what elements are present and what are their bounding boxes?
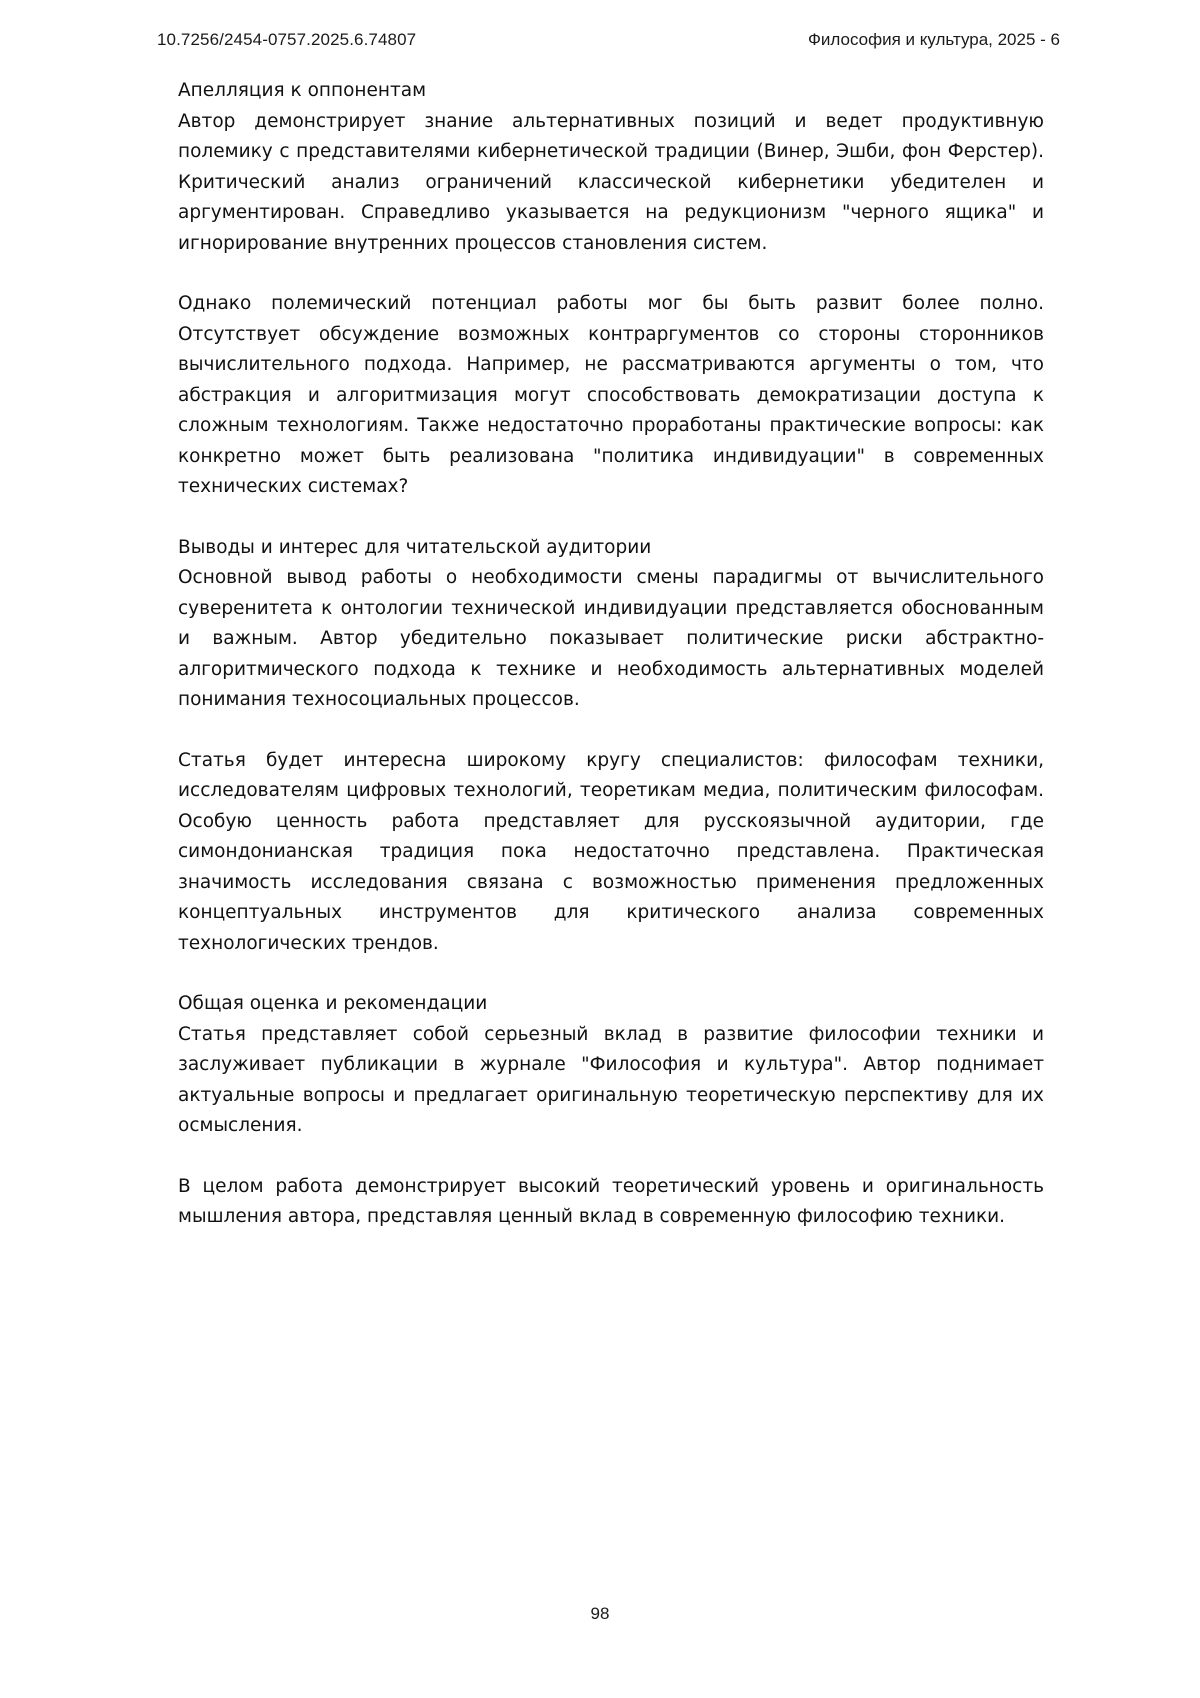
paragraph-spacer — [178, 1142, 1044, 1172]
page-footer — [0, 1604, 1200, 1624]
paragraph-spacer — [178, 959, 1044, 989]
document-body — [178, 76, 1044, 1233]
paragraph-assessment-2: В целом работа демонстрирует высокий теоретический уровень и оригинальность мышления автора, представляя ценный вклад в современную философию техники. — [178, 1175, 1044, 1227]
paragraph-spacer — [178, 503, 1044, 533]
page-header — [0, 30, 1200, 58]
page-number: 98 — [590, 1604, 610, 1623]
paragraph-spacer — [178, 259, 1044, 289]
paragraph-assessment-1: Статья представляет собой серьезный вклад в развитие философии техники и заслуживает публикации в журнале "Философия и культура". Автор поднимает актуальные вопросы и предлагает оригинальную теоретическую перспективу для их осмысления. — [178, 1023, 1044, 1136]
paragraph-appeal-1: Автор демонстрирует знание альтернативных позиций и ведет продуктивную полемику с представителями кибернетической традиции (Винер, Эшби, фон Ферстер). Критический анализ ограничений классической кибернетики убедителен и аргументирован. Справедливо указывается на редукционизм "черного ящика" и игнорирование внутренних процессов становления систем. — [178, 110, 1044, 254]
section-heading-conclusions: Выводы и интерес для читательской аудитории — [178, 536, 652, 558]
header-journal-info: Философия и культура, 2025 - 6 — [808, 30, 1060, 49]
section-heading-appeal-to-opponents: Апелляция к оппонентам — [178, 80, 427, 101]
section-heading-overall-assessment: Общая оценка и рекомендации — [178, 993, 488, 1014]
paragraph-spacer — [178, 716, 1044, 746]
paragraph-appeal-2: Однако полемический потенциал работы мог бы быть развит более полно. Отсутствует обсуждение возможных контраргументов со стороны сторонников вычислительного подхода. Например, не рассматриваются аргументы о том, что абстракция и алгоритмизация могут способствовать демократизации доступа к сложным технологиям. Также недостаточно проработаны практические вопросы: как конкретно может быть реализована "политика индивидуации" в современных технических системах? — [178, 293, 1044, 497]
paragraph-conclusions-1: Основной вывод работы о необходимости смены парадигмы от вычислительного суверенитета к онтологии технической индивидуации представляется обоснованным и важным. Автор убедительно показывает политические риски абстрактно-алгоритмического подхода к технике и необходимость альтернативных моделей понимания техносоциальных процессов. — [178, 567, 1044, 710]
paragraph-conclusions-2: Статья будет интересна широкому кругу специалистов: философам техники, исследователям цифровых технологий, теоретикам медиа, политическим философам. Особую ценность работа представляет для русскоязычной аудитории, где симондонианская традиция пока недостаточно представлена. Практическая значимость исследования связана с возможностью применения предложенных концептуальных инструментов для критического анализа современных технологических трендов. — [178, 749, 1044, 954]
header-doi: 10.7256/2454-0757.2025.6.74807 — [157, 30, 417, 49]
